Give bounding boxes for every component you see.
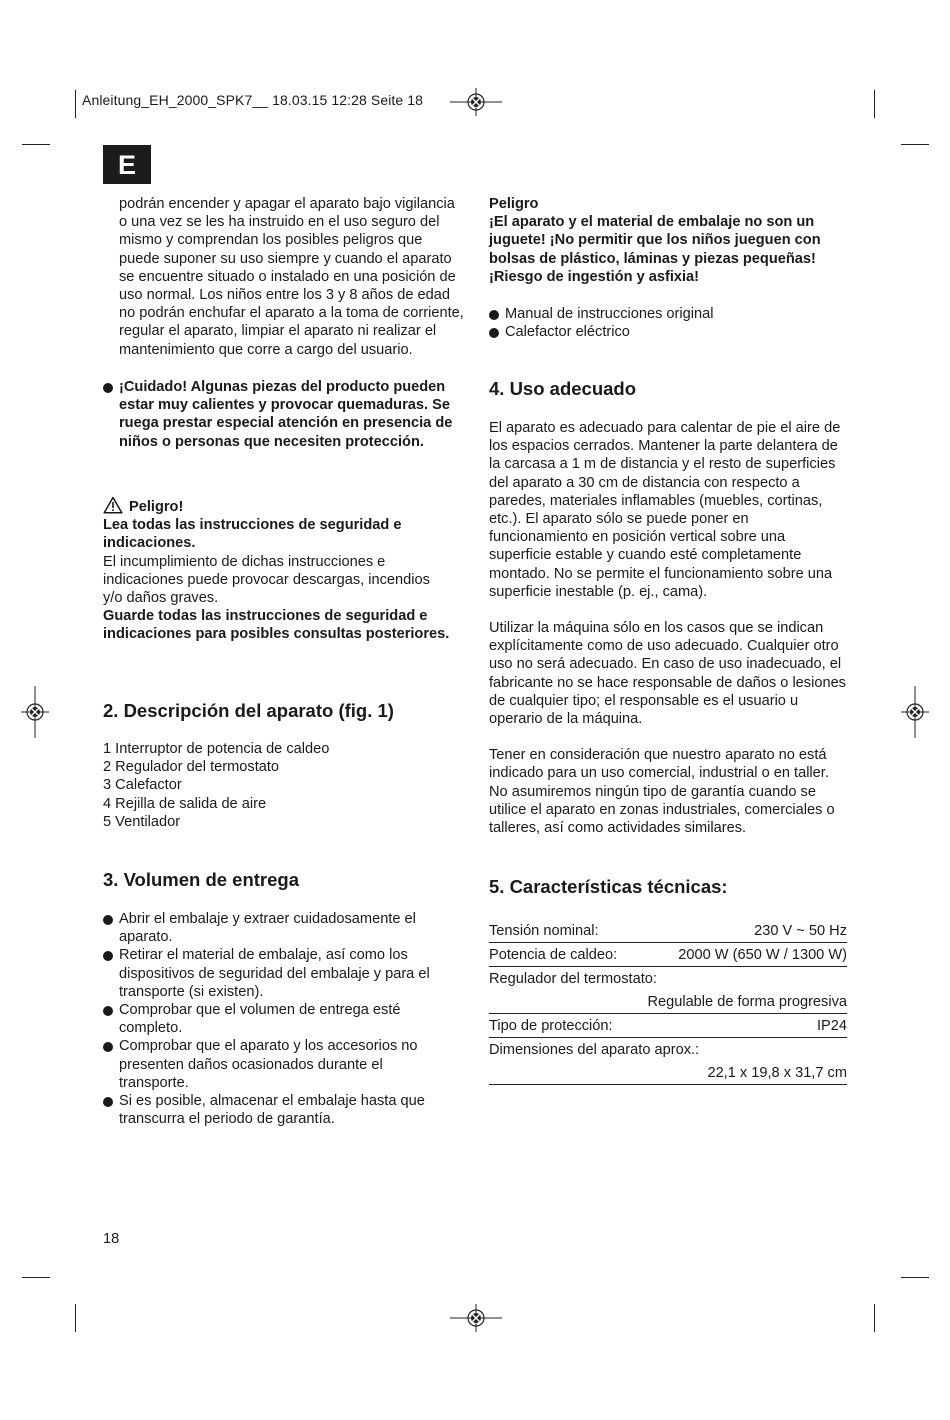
list-item: Manual de instrucciones original [489,305,844,323]
crop-mark [75,90,76,118]
list-item: Calefactor eléctrico [489,323,844,341]
part-item: 5 Ventilador [103,813,181,830]
crop-mark [75,1304,76,1332]
registration-mark-icon [450,88,502,116]
spec-row-voltage: Tensión nominal: 230 V ~ 50 Hz [489,920,847,943]
spec-row-protection: Tipo de protección: IP24 [489,1015,847,1038]
crop-mark [874,1304,875,1332]
print-slug: Anleitung_EH_2000_SPK7__ 18.03.15 12:28 Seite 18 [82,92,424,108]
crop-mark [901,144,929,145]
paragraph: Utilizar la máquina sólo en los casos que se indican explícitamente como de uso adecuado. Cualquier otro uso no será adecuado. En caso de uso inadecuado, el fabricante no se hace responsable de daños o lesiones de cualquier tipo; el responsable es el usuario u operario de la máquina. [489,620,846,728]
part-item: 2 Regulador del termostato [103,759,280,776]
danger-keep-note: Guarde todas las instrucciones de seguridad e indicaciones para posibles consultas posteriores. [103,608,450,643]
part-item: 4 Rejilla de salida de aire [103,795,267,812]
language-badge: E [103,145,151,184]
right-danger-title: Peligro [489,196,539,212]
list-item: Comprobar que el volumen de entrega esté completo. [103,1001,448,1037]
caution-block [103,378,465,451]
section-4-title: 4. Uso adecuado [489,378,637,399]
caution-item: ¡Cuidado! Algunas piezas del producto pueden estar muy calientes y provocar quemaduras. Se ruega prestar especial atención en presencia de niños o personas que necesiten protección. [103,378,465,451]
spec-row-power: Potencia de caldeo: 2000 W (650 W / 1300 W) [489,944,847,967]
right-danger-text: ¡El aparato y el material de embalaje no son un juguete! ¡No permitir que los niños jueguen con bolsas de plástico, láminas y piezas pequeñas! ¡Riesgo de ingestión y asfixia! [489,214,821,285]
intro-paragraph: podrán encender y apagar el aparato bajo vigilancia o una vez se les ha instruido en el uso seguro del mismo y comprendan los posibles peligros que puede suponer su uso siempre y cuando el aparato se encuentre situado o instalado en una posición de uso normal. Los niños entre los 3 y 8 años de edad no podrán enchufar el aparato a la toma de corriente, regular el aparato, limpiar el aparato ni realizar el mantenimiento que corre a cargo del usuario. [119,196,464,358]
registration-mark-icon [450,1304,502,1332]
registration-mark-icon [901,686,929,738]
part-item: 1 Interruptor de potencia de caldeo [103,741,330,757]
danger-instruction: Lea todas las instrucciones de seguridad e indicaciones. [103,517,402,552]
parts-list [103,740,463,831]
paragraph: El aparato es adecuado para calentar de pie el aire de los espacios cerrados. Mantener la parte delantera de la carcasa a 1 m de distancia y el resto de superficies del aparato a 30 cm de distancia con respecto a paredes, materiales inflamables (muebles, cortinas, etc.). El aparato sólo se puede poner en funcionamiento en posición vertical sobre una superficie estable y cuando esté completamente montado. No se permite el funcionamiento sobre una superficie inestable (p. ej., cama). [489,420,841,600]
delivery-steps [103,910,448,1128]
crop-mark [22,144,50,145]
left-column [119,195,464,359]
list-item: Comprobar que el aparato y los accesorios no presenten daños ocasionados durante el transporte. [103,1037,448,1092]
right-danger-block [489,195,844,286]
paragraph: Tener en consideración que nuestro aparato no está indicado para un uso comercial, industrial o en taller. No asumiremos ningún tipo de garantía cuando se utilice el aparato en zonas industriales, comerciales o talleres, así como actividades similares. [489,747,835,837]
crop-mark [874,90,875,118]
danger-title: Peligro! [129,499,184,515]
spec-row-dimensions-value: 22,1 x 19,8 x 31,7 cm [489,1062,847,1085]
danger-block [103,496,453,644]
list-item: Si es posible, almacenar el embalaje hasta que transcurra el periodo de garantía. [103,1092,448,1128]
registration-mark-icon [21,686,49,738]
supply-list [489,305,844,341]
spec-row-thermostat-label: Regulador del termostato: [489,971,657,987]
spec-row-dimensions-label: Dimensiones del aparato aprox.: [489,1042,700,1058]
section-3-title: 3. Volumen de entrega [103,869,300,890]
list-item: Retirar el material de embalaje, así como los dispositivos de seguridad del embalaje y para el transporte (si existen). [103,946,448,1001]
danger-heading [103,496,453,516]
intended-use-text [489,419,851,837]
page-number: 18 [103,1231,120,1247]
danger-text: El incumplimiento de dichas instrucciones e indicaciones puede provocar descargas, incendios y/o daños graves. [103,553,430,607]
part-item: 3 Calefactor [103,777,182,794]
spec-row-thermostat-value: Regulable de forma progresiva [489,991,847,1014]
list-item: Abrir el embalaje y extraer cuidadosamente el aparato. [103,910,448,946]
section-5-title: 5. Características técnicas: [489,876,728,897]
crop-mark [901,1277,929,1278]
specs-table [489,920,847,1085]
crop-mark [22,1277,50,1278]
warning-triangle-icon [103,496,123,514]
section-2-title: 2. Descripción del aparato (fig. 1) [103,700,394,721]
